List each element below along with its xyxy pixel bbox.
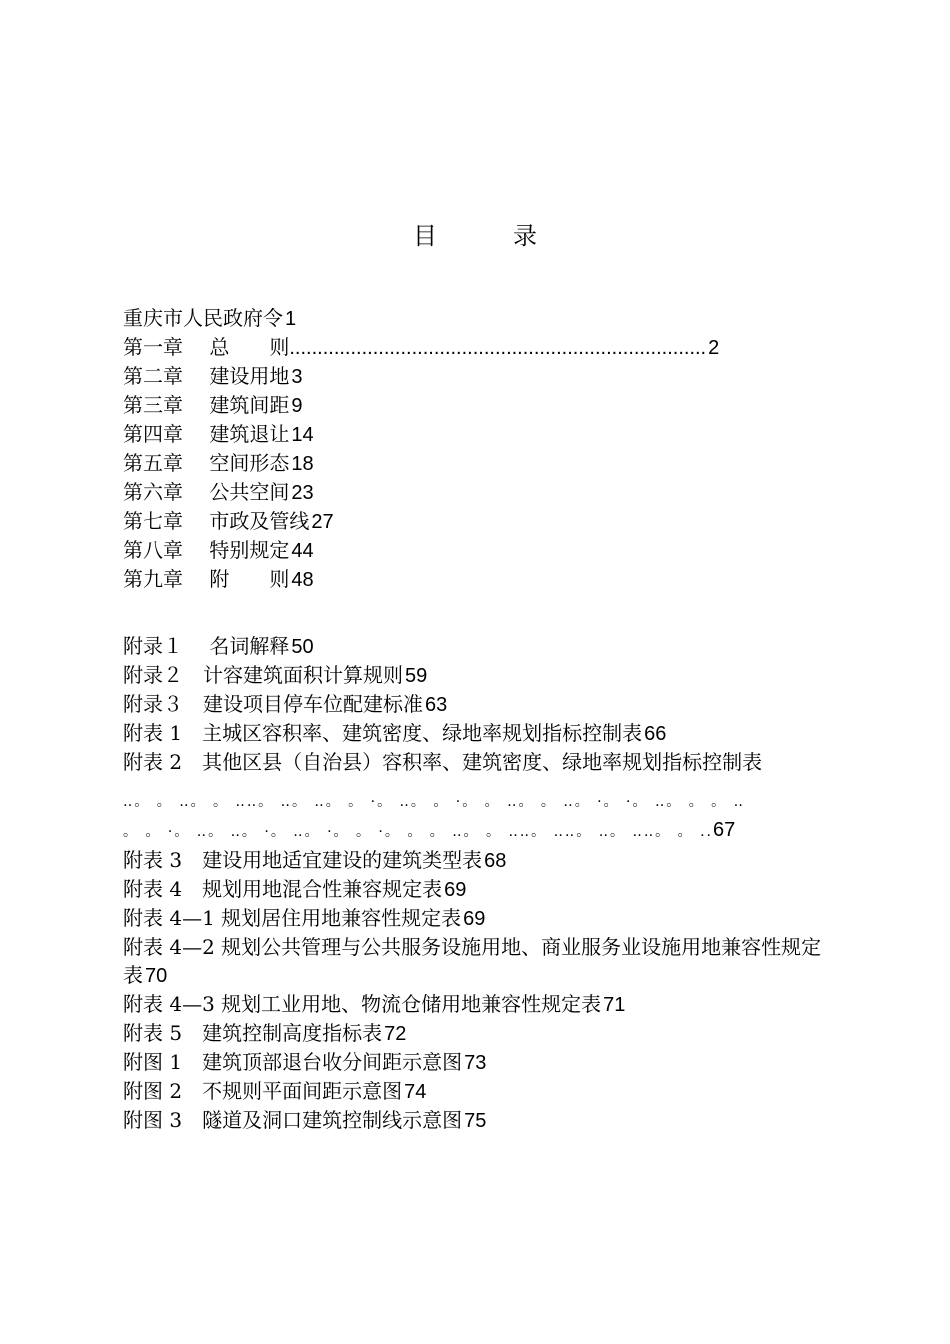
toc-entry-page: 70 xyxy=(145,965,168,987)
toc-entry-page: 27 xyxy=(311,511,334,533)
toc-entry-page: 74 xyxy=(404,1081,427,1103)
toc-entry-label: 附表 5 建筑控制高度指标表 xyxy=(123,1021,383,1045)
toc-entry[interactable] xyxy=(123,304,823,333)
toc-appendix-list xyxy=(123,632,823,1135)
toc-entry[interactable] xyxy=(123,990,823,1019)
toc-entry-page: 69 xyxy=(444,879,467,901)
toc-main-list xyxy=(123,304,823,594)
toc-entry-label: 附表 3 建设用地适宜建设的建筑类型表 xyxy=(123,848,483,872)
toc-entry[interactable] xyxy=(123,904,823,933)
toc-dot-leader: ‥。 。 ‥。 。 ‥‥。 ‥。 ‥。 。 ·。 ‥。 。 ·。 。 ‥。 。 ‥。 ·。 ·。 ‥。 。 。 ‥ xyxy=(123,794,745,810)
toc-entry-page: 69 xyxy=(463,908,486,930)
toc-dot-leader-end xyxy=(123,816,823,846)
toc-entry-label: 附表 4 规划用地混合性兼容规定表 xyxy=(123,877,443,901)
toc-entry-label: 第六章 公共空间 xyxy=(123,480,290,504)
toc-entry-label: 第五章 空间形态 xyxy=(123,451,290,475)
toc-entry[interactable] xyxy=(123,1077,823,1106)
toc-entry-page: 23 xyxy=(291,482,314,504)
toc-entry-page: 9 xyxy=(291,395,303,417)
toc-entry-label: 第二章 建设用地 xyxy=(123,364,290,388)
toc-entry[interactable] xyxy=(123,748,823,776)
toc-entry-label: 第八章 特别规定 xyxy=(123,538,290,562)
toc-entry[interactable] xyxy=(123,333,823,362)
toc-entry-label: 第七章 市政及管线 xyxy=(123,509,310,533)
toc-entry[interactable] xyxy=(123,1106,823,1135)
toc-entry-page: 68 xyxy=(484,850,507,872)
toc-entry-page: 67 xyxy=(712,819,736,841)
toc-entry-label: 附图 1 建筑顶部退台收分间距示意图 xyxy=(123,1050,463,1074)
page-title: 目 录 xyxy=(413,222,563,250)
toc-entry-page: 2 xyxy=(708,337,720,359)
toc-entry-label: 附录３ 建设项目停车位配建标准 xyxy=(123,692,423,716)
toc-entry-page: 59 xyxy=(405,665,428,687)
toc-entry[interactable] xyxy=(123,420,823,449)
toc-entry-label: 附表 2 其他区县（自治县）容积率、建筑密度、绿地率规划指标控制表 xyxy=(123,750,763,774)
toc-entry[interactable] xyxy=(123,391,823,420)
toc-entry[interactable] xyxy=(123,478,823,507)
toc-entry-page: 72 xyxy=(384,1023,407,1045)
toc-entry-page: 63 xyxy=(425,694,448,716)
toc-dot-leader: 。 。 ·。 ‥。 ‥。 ·。 ‥。 ·。 。 ·。 。 。 ‥。 。 ‥‥。 ‥‥。 ‥。 ‥‥。 。 .. xyxy=(123,824,713,840)
toc-entry-page: 73 xyxy=(464,1052,487,1074)
toc-entry-label: 附图 3 隧道及洞口建筑控制线示意图 xyxy=(123,1108,463,1132)
toc-entry[interactable] xyxy=(123,1048,823,1077)
toc-entry-page: 66 xyxy=(644,723,667,745)
toc-entry[interactable] xyxy=(123,536,823,565)
toc-entry-page: 50 xyxy=(291,636,314,658)
toc-entry-page: 18 xyxy=(291,453,314,475)
toc-entry-page: 14 xyxy=(291,424,314,446)
toc-entry-page: 71 xyxy=(603,994,626,1016)
toc-entry[interactable] xyxy=(123,449,823,478)
toc-entry[interactable] xyxy=(123,719,823,748)
toc-entry[interactable] xyxy=(123,875,823,904)
toc-entry-label: 附录２ 计容建筑面积计算规则 xyxy=(123,663,403,687)
toc-entry-label: 附表 4—2 规划公共管理与公共服务设施用地、商业服务业设施用地兼容性规定表 xyxy=(123,935,822,987)
toc-entry-page: 75 xyxy=(464,1110,487,1132)
toc-dot-leader: ........................................................................... xyxy=(289,337,707,359)
toc-entry-label: 第一章 总 则 xyxy=(123,335,290,359)
toc-entry[interactable] xyxy=(123,632,823,661)
toc-entry-page: 1 xyxy=(285,308,297,330)
toc-entry[interactable] xyxy=(123,933,823,990)
toc-entry-page: 48 xyxy=(291,569,314,591)
toc-entry-label: 附图 2 不规则平面间距示意图 xyxy=(123,1079,403,1103)
toc-entry[interactable] xyxy=(123,690,823,719)
toc-entry-label: 重庆市人民政府令 xyxy=(123,306,283,330)
toc-entry-label: 附表 4—1 规划居住用地兼容性规定表 xyxy=(123,906,462,930)
toc-entry-label: 附表 4—3 规划工业用地、物流仓储用地兼容性规定表 xyxy=(123,992,602,1016)
toc-entry[interactable] xyxy=(123,507,823,536)
toc-entry-label: 第九章 附 则 xyxy=(123,567,290,591)
toc-entry-label: 第三章 建筑间距 xyxy=(123,393,290,417)
toc-entry[interactable] xyxy=(123,661,823,690)
toc-entry-page: 3 xyxy=(291,366,303,388)
toc-entry-page: 44 xyxy=(291,540,314,562)
toc-entry-label: 第四章 建筑退让 xyxy=(123,422,290,446)
toc-entry[interactable] xyxy=(123,362,823,391)
toc-entry[interactable] xyxy=(123,846,823,875)
toc-entry-label: 附表 1 主城区容积率、建筑密度、绿地率规划指标控制表 xyxy=(123,721,643,745)
toc-entry[interactable] xyxy=(123,1019,823,1048)
toc-entry[interactable] xyxy=(123,565,823,594)
toc-entry-label: 附录１ 名词解释 xyxy=(123,634,290,658)
